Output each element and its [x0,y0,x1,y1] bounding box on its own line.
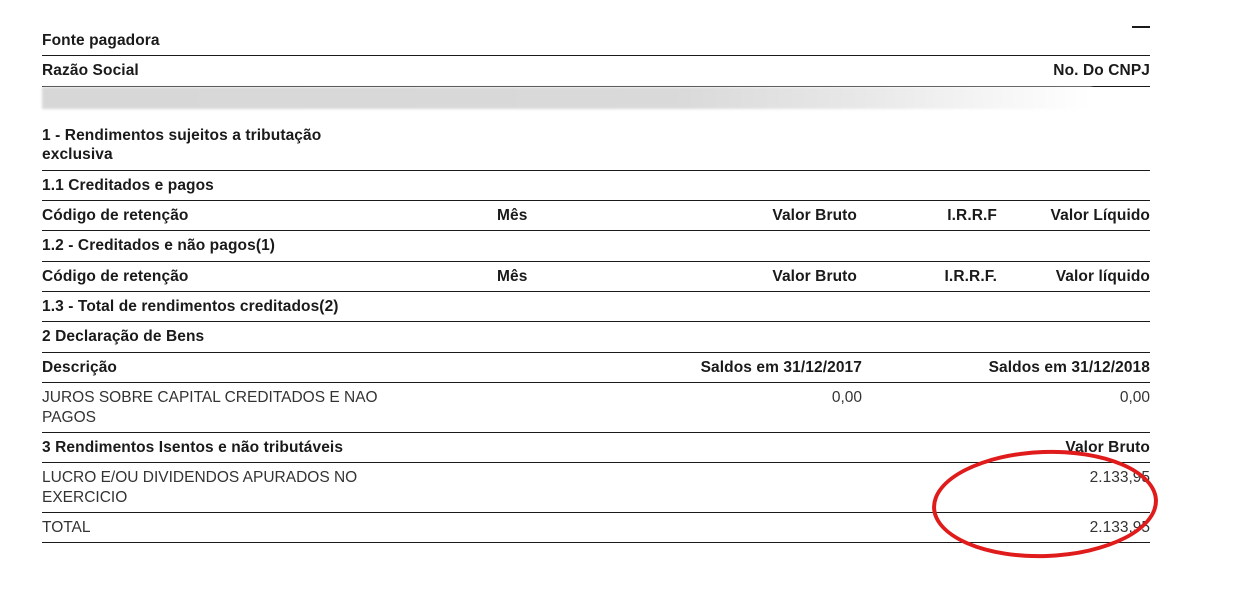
cnpj-label: No. Do CNPJ [1053,62,1150,80]
header-codigo-retencao-1: Código de retenção [42,206,189,224]
row-section1-1-title [42,171,1150,201]
fonte-pagadora-label: Fonte pagadora [42,32,160,49]
total-value: 2.133,95 [1089,519,1150,536]
redaction-bar [42,87,1092,109]
header-valor-liquido-2: Valor líquido [1055,267,1150,285]
total-label: TOTAL [42,519,91,536]
header-irrf-2: I.R.R.F. [944,267,997,285]
header-valor-liquido-1: Valor Líquido [1050,206,1150,224]
razao-social-label: Razão Social [42,62,139,80]
section1-2-title: 1.2 - Creditados e não pagos(1) [42,237,276,255]
section1-title-line2: exclusiva [42,146,113,164]
section3-title: 3 Rendimentos Isentos e não tributáveis [42,438,344,456]
row-razao-social [42,56,1150,86]
header-descricao: Descrição [42,358,118,376]
row-section1-1-headers [42,201,1150,231]
section3-value-header: Valor Bruto [1065,438,1150,456]
row-section1-2-headers [42,262,1150,292]
lucro-description-line2: EXERCICIO [42,488,128,506]
juros-description-line1: JUROS SOBRE CAPITAL CREDITADOS E NAO [42,389,378,407]
header-valor-bruto-2: Valor Bruto [772,267,857,285]
header-mes-2: Mês [497,267,528,285]
section1-3-title: 1.3 - Total de rendimentos creditados(2) [42,298,339,315]
lucro-value: 2.133,95 [1089,469,1150,487]
table-row-juros-sobre-capital [42,383,1150,433]
section1-1-title: 1.1 Creditados e pagos [42,176,214,194]
section2-title: 2 Declaração de Bens [42,328,205,346]
juros-description-line2: PAGOS [42,408,96,426]
row-section3-title [42,433,1150,463]
lucro-description-line1: LUCRO E/OU DIVIDENDOS APURADOS NO [42,469,358,487]
row-redacted-company-values [42,87,1150,121]
row-fonte-pagadora [42,26,1150,56]
section1-title-line1: 1 - Rendimentos sujeitos a tributação [42,126,322,144]
header-codigo-retencao-2: Código de retenção [42,267,189,285]
juros-balance-2018: 0,00 [1119,389,1150,407]
header-saldos-2017: Saldos em 31/12/2017 [700,358,862,376]
header-mes-1: Mês [497,206,528,224]
table-row-total [42,513,1150,543]
row-section1-title [42,121,1150,171]
header-valor-bruto-1: Valor Bruto [772,206,857,224]
table-row-lucro-dividendos [42,463,1150,513]
row-section2-headers [42,353,1150,383]
row-section1-3-title [42,292,1150,322]
income-report-document [42,26,1150,543]
juros-balance-2017: 0,00 [831,389,862,407]
row-section1-2-title [42,231,1150,261]
header-irrf-1: I.R.R.F [947,206,997,224]
header-saldos-2018: Saldos em 31/12/2018 [988,358,1150,376]
row-section2-title [42,322,1150,352]
